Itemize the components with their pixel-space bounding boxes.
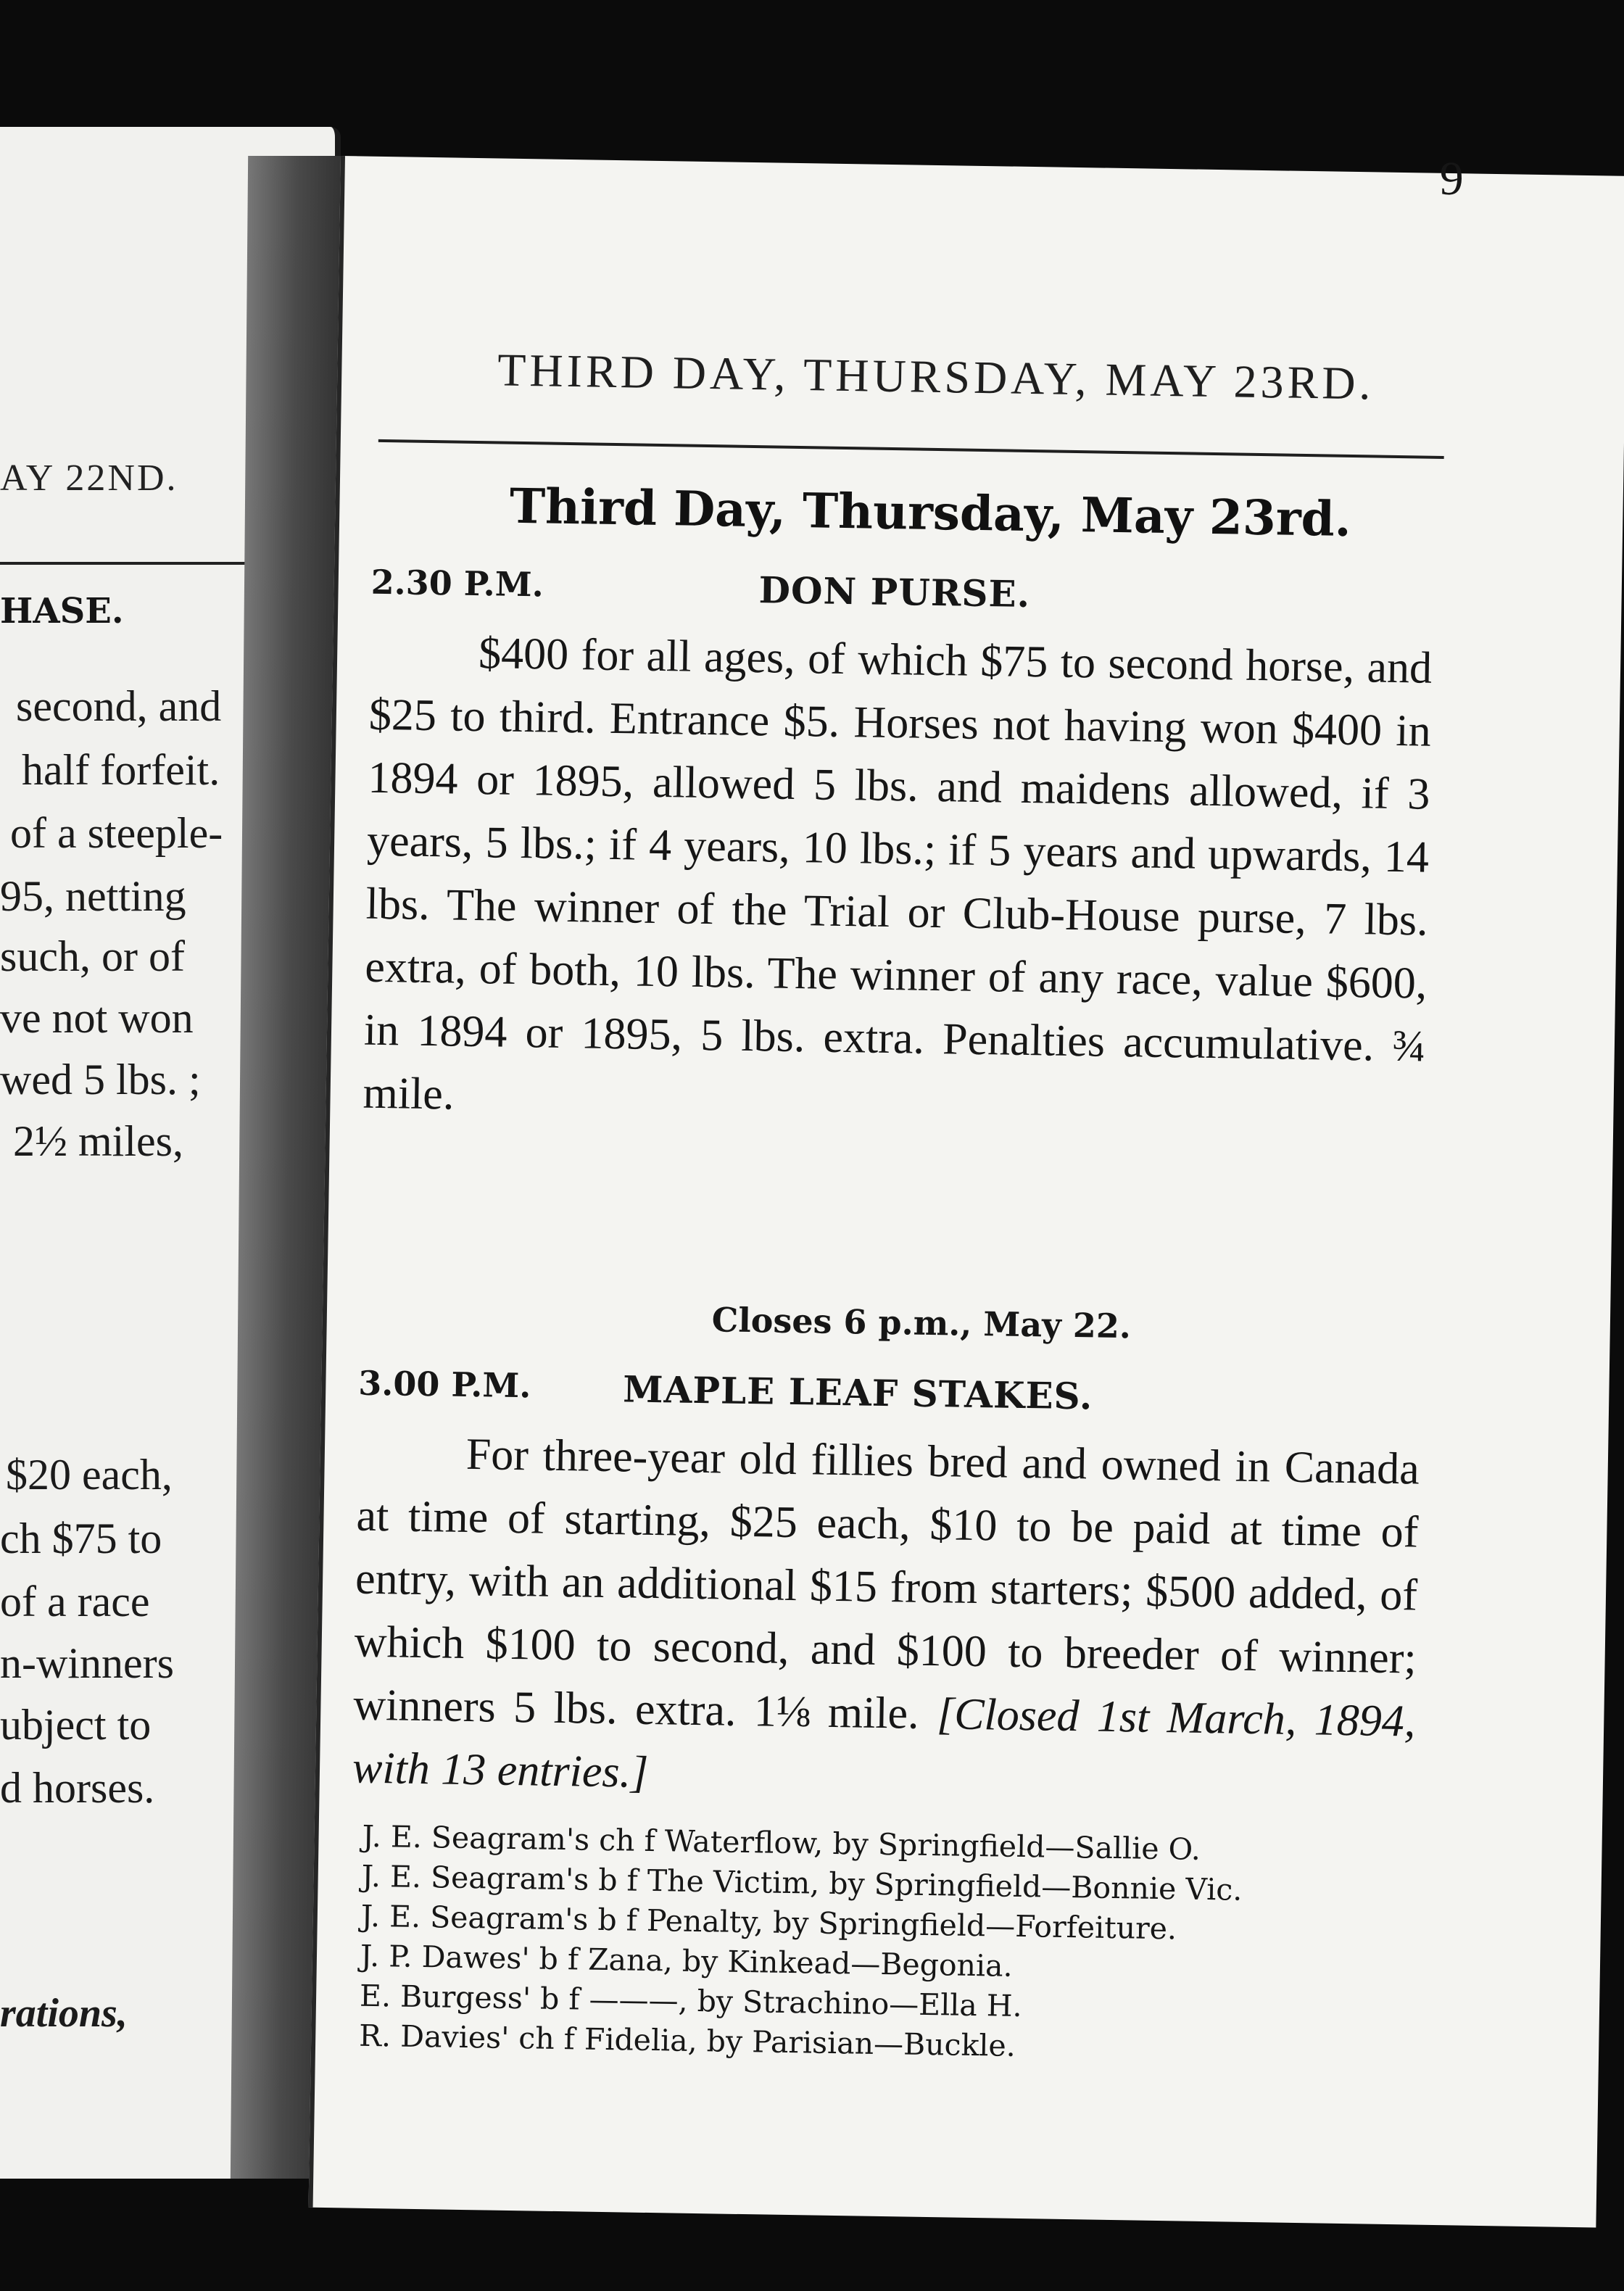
left-line: of a race	[0, 1578, 150, 1625]
left-header-rule	[0, 562, 279, 565]
page-number: 9	[1439, 152, 1464, 206]
left-section-heading: HASE.	[0, 591, 124, 631]
race-time: 2.30 P.M.	[370, 562, 544, 605]
race-conditions	[352, 1422, 1420, 1817]
left-line: of a steeple-	[10, 809, 223, 857]
entry-line: J. E. Seagram's b f Penalty, by Springfield—Forfeiture.	[360, 1898, 1177, 1947]
left-line: 95, netting	[0, 872, 186, 920]
race-name: MAPLE LEAF STAKES.	[622, 1367, 1093, 1418]
entry-line: E. Burgess' b f ———, by Strachino—Ella H.	[359, 1978, 1023, 2024]
left-line: ubject to	[0, 1701, 152, 1749]
left-line: half forfeit.	[22, 746, 220, 794]
running-header: THIRD DAY, THURSDAY, MAY 23RD.	[497, 344, 1375, 410]
left-line: ch $75 to	[0, 1515, 162, 1562]
race-conditions: $400 for all ages, of which $75 to second horse, and $25 to third. Entrance $5. Horses not having won $400 in 1894 or 1895, allowed 5 lbs. and maidens allowed, if 3 years, 5 lbs.; if 4 years, 10 lbs.; if 5 years and upwards, 14 lbs. The winner of the Trial or Club-House purse, 7 lbs. extra, of both, 10 lbs. The winner of any race, value $600, in 1894 or 1895, 5 lbs. extra. Penalties accumulative. ¾ mile.	[362, 629, 1433, 1119]
entry-line: J. E. Seagram's b f The Victim, by Springfield—Bonnie Vic.	[361, 1858, 1243, 1907]
entry-line: J. P. Dawes' b f Zana, by Kinkead—Begonia.	[360, 1938, 1013, 1984]
left-line: such, or of	[0, 932, 185, 980]
entry-line: R. Davies' ch f Fidelia, by Parisian—Buckle.	[358, 2018, 1016, 2063]
left-line: ve not won	[0, 994, 194, 1042]
left-line: wed 5 lbs. ;	[0, 1056, 201, 1103]
race-time: 3.00 P.M.	[357, 1363, 531, 1406]
left-line: second, and	[16, 682, 222, 730]
race-conditions-text: For three-year old fillies bred and owned in Canada at time of starting, $25 each, $10 to be paid at time of entry, with an additional $15 from starters; $500 added, of which $100 to second, and $100 to breeder of winner; winners 5 lbs. extra. 1⅛ mile.	[352, 1429, 1420, 1739]
left-line: n-winners	[0, 1639, 174, 1687]
entry-line: J. E. Seagram's ch f Waterflow, by Springfield—Sallie O.	[362, 1818, 1201, 1867]
day-title: Third Day, Thursday, May 23rd.	[509, 477, 1352, 547]
left-line: d horses.	[0, 1764, 155, 1812]
left-line: 2½ miles,	[13, 1117, 183, 1165]
entries-list	[359, 1817, 1428, 2073]
right-page	[309, 152, 1624, 2228]
left-line: $20 each,	[6, 1451, 173, 1499]
closing-notice: Closes 6 p.m., May 22.	[711, 1300, 1132, 1346]
race-name: DON PURSE.	[758, 568, 1031, 616]
left-running-header: AY 22ND.	[0, 457, 178, 499]
left-line-tail: rations,	[0, 1991, 128, 2036]
header-rule	[378, 439, 1444, 459]
closed-note: [Closed 1st March, 1894, with 13 entries.]	[352, 1689, 1416, 1797]
